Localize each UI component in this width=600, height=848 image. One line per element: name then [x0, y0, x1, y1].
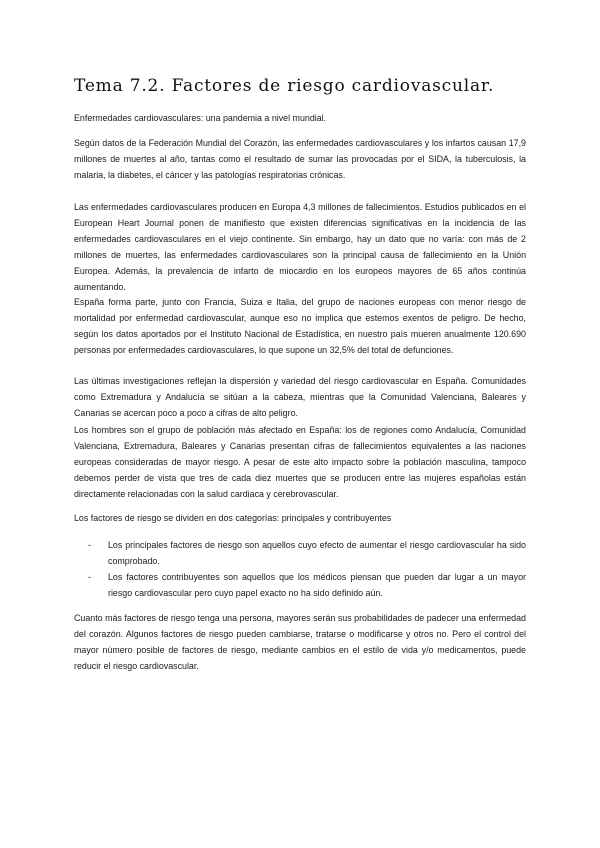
paragraph-closing: Cuanto más factores de riesgo tenga una persona, mayores serán sus probabilidades de padecer una enfermedad del corazón. Algunos factores de riesgo pueden cambiarse, tratarse o modificarse y otros no. Pero el control del mayor número posible de factores de riesgo, mediante cambios en el estilo de vida y/o medicamentos, puede reducir el riesgo cardiovascular.: [74, 613, 526, 671]
list-marker: -: [88, 571, 91, 582]
list-item-text: Los principales factores de riesgo son aquellos cuyo efecto de aumentar el riesgo cardiovascular ha sido comprobado.: [108, 540, 526, 566]
paragraph-europe: Las enfermedades cardiovasculares producen en Europa 4,3 millones de fallecimientos. Estudios publicados en el European Heart Journal ponen de manifiesto que existen diferencias significativas en la incidencia de las enfermedades cardiovasculares en el viejo continente. Sin embargo, hay un dato que no varía: con más de 2 millones de muertes, las enfermedades cardiovasculares son la principal causa de fallecimiento en la Unión Europea. Además, la prevalencia de infarto de miocardio en los europeos mayores de 65 años continúa aumentando.: [74, 202, 526, 292]
page-title: Tema 7.2. Factores de riesgo cardiovascular.: [74, 76, 495, 96]
list-item: [88, 570, 526, 602]
list-marker: -: [88, 540, 91, 550]
risk-factor-list: [88, 538, 526, 602]
list-item: [88, 538, 526, 570]
list-item-text: Los factores contribuyentes son aquellos que los médicos piensan que pueden dar lugar a un mayor riesgo cardiovascular pero cuyo papel exacto no ha sido definido aún.: [108, 571, 526, 598]
paragraph-world-heart-federation: Según datos de la Federación Mundial del Corazón, las enfermedades cardiovasculares y los infartos causan 17,9 millones de muertes al año, tantas como el resultado de sumar las provocadas por el SIDA, la tuberculosis, la malaria, la diabetes, el cáncer y las patologías respiratorias crónicas.: [74, 138, 526, 180]
paragraph-risk-categories: Los factores de riesgo se dividen en dos categorías: principales y contribuyentes: [74, 513, 392, 523]
paragraph-regional-dispersion: Las últimas investigaciones reflejan la dispersión y variedad del riesgo cardiovascular en España. Comunidades como Extremadura y Andalucía se sitúan a la cabeza, mientras que la Comunidad Valenciana, Baleares y Canarias se acercan poco a poco a cifras de alto peligro.: [74, 376, 526, 418]
paragraph-spain: España forma parte, junto con Francia, Suiza e Italia, del grupo de naciones europeas con menor riesgo de mortalidad por enfermedad cardiovascular, aunque eso no implica que estemos exentos de peligro. De hecho, según los datos aportados por el Instituto Nacional de Estadística, en nuestro país mueren anualmente 120.690 personas por enfermedades cardiovasculares, lo que supone un 32,5% del total de defunciones.: [74, 297, 526, 355]
paragraph-men-women: Los hombres son el grupo de población más afectado en España: los de regiones como Andalucía, Comunidad Valenciana, Extremadura, Baleares y Canarias presentan cifras de fallecimientos equivalentes a las naciones europeas consideradas de mayor riesgo. A pesar de este alto impacto sobre la población masculina, tampoco debemos perder de vista que tres de cada diez muertes que se producen entre las mujeres españolas están directamente relacionadas con la salud cardiaca y cerebrovascular.: [74, 425, 526, 499]
section-subtitle: Enfermedades cardiovasculares: una pandemia a nivel mundial.: [74, 113, 327, 123]
